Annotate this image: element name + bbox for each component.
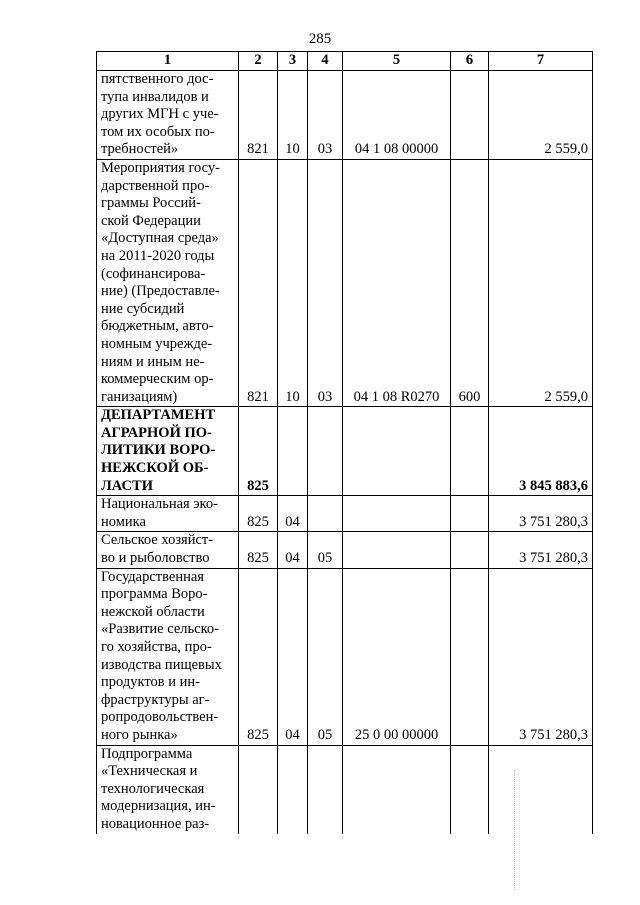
row-col5-cell: 04 1 08 R0270 xyxy=(343,159,451,406)
row-name-line: ской Федерации xyxy=(101,212,201,229)
row-name-line: дарственной про- xyxy=(101,177,210,194)
row-name-line: го хозяйства, про- xyxy=(101,639,212,655)
row-name-line: фраструктуры аг- xyxy=(101,691,210,708)
row-name-line: «Техническая и xyxy=(101,763,198,780)
row-name-line: тупа инвалидов и xyxy=(101,88,209,105)
row-col3-cell xyxy=(278,407,308,496)
row-name-line: граммы Россий- xyxy=(101,195,201,212)
row-name-cell xyxy=(97,745,239,833)
row-name-line: изводства пищевых xyxy=(101,656,222,673)
row-name-line: Национальная эко- xyxy=(101,496,218,513)
row-name-line: «Доступная среда» xyxy=(101,230,219,247)
row-name-line: нежской области xyxy=(101,603,205,620)
row-name-line: пятственного дос- xyxy=(101,71,214,87)
row-name-line: коммерческим ор- xyxy=(101,371,214,388)
row-name-line: требностей» xyxy=(101,141,179,158)
row-col5-cell xyxy=(343,532,451,568)
header-cell-5: 5 xyxy=(343,52,451,71)
row-name-line: номным учрежде- xyxy=(101,335,213,352)
row-col4-cell xyxy=(308,407,343,496)
row-name-line: ропродовольствен- xyxy=(101,709,219,726)
table-row xyxy=(97,71,593,160)
row-col4-cell: 05 xyxy=(308,568,343,745)
row-amount-cell: 3 751 280,3 xyxy=(489,496,593,532)
header-cell-3: 3 xyxy=(278,52,308,71)
row-col6-cell xyxy=(451,532,489,568)
row-name-line: (софинансирова- xyxy=(101,265,206,282)
row-name-line: технологическая xyxy=(101,780,205,797)
row-amount-cell: 3 751 280,3 xyxy=(489,568,593,745)
header-cell-4: 4 xyxy=(308,52,343,71)
row-col3-cell: 10 xyxy=(278,159,308,406)
row-name-cell xyxy=(97,568,239,745)
row-name-line: том их особых по- xyxy=(101,123,215,140)
row-name-cell xyxy=(97,71,239,160)
row-amount-cell: 3 845 883,6 xyxy=(489,407,593,496)
row-col2-cell: 825 xyxy=(239,532,278,568)
row-col6-cell xyxy=(451,407,489,496)
row-col6-cell: 600 xyxy=(451,159,489,406)
row-name-line: ние субсидий xyxy=(101,300,185,317)
row-col2-cell: 821 xyxy=(239,71,278,160)
row-name-line: ного рынка» xyxy=(101,726,178,743)
row-name-line: Государственная xyxy=(101,568,204,585)
row-name-line: во и рыболовство xyxy=(101,550,210,567)
table-row xyxy=(97,532,593,568)
row-amount-cell: 2 559,0 xyxy=(489,71,593,160)
row-col6-cell xyxy=(451,745,489,833)
row-name-line: номика xyxy=(101,513,146,530)
row-name-line: Подпрограмма xyxy=(101,745,193,762)
row-name-line: Мероприятия госу- xyxy=(101,159,220,176)
row-col2-cell xyxy=(239,745,278,833)
row-col5-cell xyxy=(343,496,451,532)
header-cell-6: 6 xyxy=(451,52,489,71)
row-name-line: АГРАРНОЙ ПО- xyxy=(101,424,212,441)
row-name-line: новационное раз- xyxy=(101,815,210,832)
row-col4-cell xyxy=(308,745,343,833)
table-body xyxy=(97,71,593,834)
row-name-line: ние) (Предоставле- xyxy=(101,283,220,300)
row-amount-cell xyxy=(489,745,593,833)
row-col5-cell: 04 1 08 00000 xyxy=(343,71,451,160)
row-col2-cell: 825 xyxy=(239,407,278,496)
row-name-line: Сельское хозяйст- xyxy=(101,532,214,549)
row-amount-cell: 3 751 280,3 xyxy=(489,532,593,568)
header-cell-7: 7 xyxy=(489,52,593,71)
row-name-line: продуктов и ин- xyxy=(101,674,200,691)
row-col3-cell: 04 xyxy=(278,532,308,568)
budget-table xyxy=(96,51,593,834)
row-name-line: программа Воро- xyxy=(101,586,208,603)
row-name-line: ганизациям) xyxy=(101,388,178,405)
row-col5-cell: 25 0 00 00000 xyxy=(343,568,451,745)
row-name-line: бюджетным, авто- xyxy=(101,318,214,335)
row-col2-cell: 825 xyxy=(239,496,278,532)
row-col5-cell xyxy=(343,745,451,833)
row-name-line: ДЕПАРТАМЕНТ xyxy=(101,407,216,424)
row-name-line: НЕЖСКОЙ ОБ- xyxy=(101,460,209,477)
row-name-cell xyxy=(97,532,239,568)
row-col4-cell xyxy=(308,496,343,532)
table-row xyxy=(97,745,593,833)
row-col3-cell xyxy=(278,745,308,833)
row-col3-cell: 10 xyxy=(278,71,308,160)
row-amount-cell: 2 559,0 xyxy=(489,159,593,406)
row-name-cell xyxy=(97,496,239,532)
row-name-line: ЛАСТИ xyxy=(101,477,153,494)
row-col4-cell: 03 xyxy=(308,159,343,406)
row-name-line: на 2011-2020 годы xyxy=(101,247,215,264)
row-col2-cell: 821 xyxy=(239,159,278,406)
table-row xyxy=(97,159,593,406)
row-col3-cell: 04 xyxy=(278,568,308,745)
header-cell-2: 2 xyxy=(239,52,278,71)
row-col4-cell: 03 xyxy=(308,71,343,160)
row-name-cell xyxy=(97,407,239,496)
row-col3-cell: 04 xyxy=(278,496,308,532)
row-col2-cell: 825 xyxy=(239,568,278,745)
row-name-line: «Развитие сельско- xyxy=(101,621,219,638)
row-col6-cell xyxy=(451,71,489,160)
header-row xyxy=(97,52,593,71)
header-cell-1: 1 xyxy=(97,52,239,71)
table-row xyxy=(97,496,593,532)
table-row xyxy=(97,568,593,745)
row-name-cell xyxy=(97,159,239,406)
row-name-line: ниям и иным не- xyxy=(101,353,205,370)
row-col4-cell: 05 xyxy=(308,532,343,568)
row-col5-cell xyxy=(343,407,451,496)
row-col6-cell xyxy=(451,496,489,532)
row-name-line: ЛИТИКИ ВОРО- xyxy=(101,442,216,459)
table-row xyxy=(97,407,593,496)
row-col6-cell xyxy=(451,568,489,745)
page-number: 285 xyxy=(308,31,332,47)
row-name-line: других МГН с уче- xyxy=(101,106,219,123)
scan-artifact-line xyxy=(514,770,515,890)
row-name-line: модернизация, ин- xyxy=(101,798,216,815)
